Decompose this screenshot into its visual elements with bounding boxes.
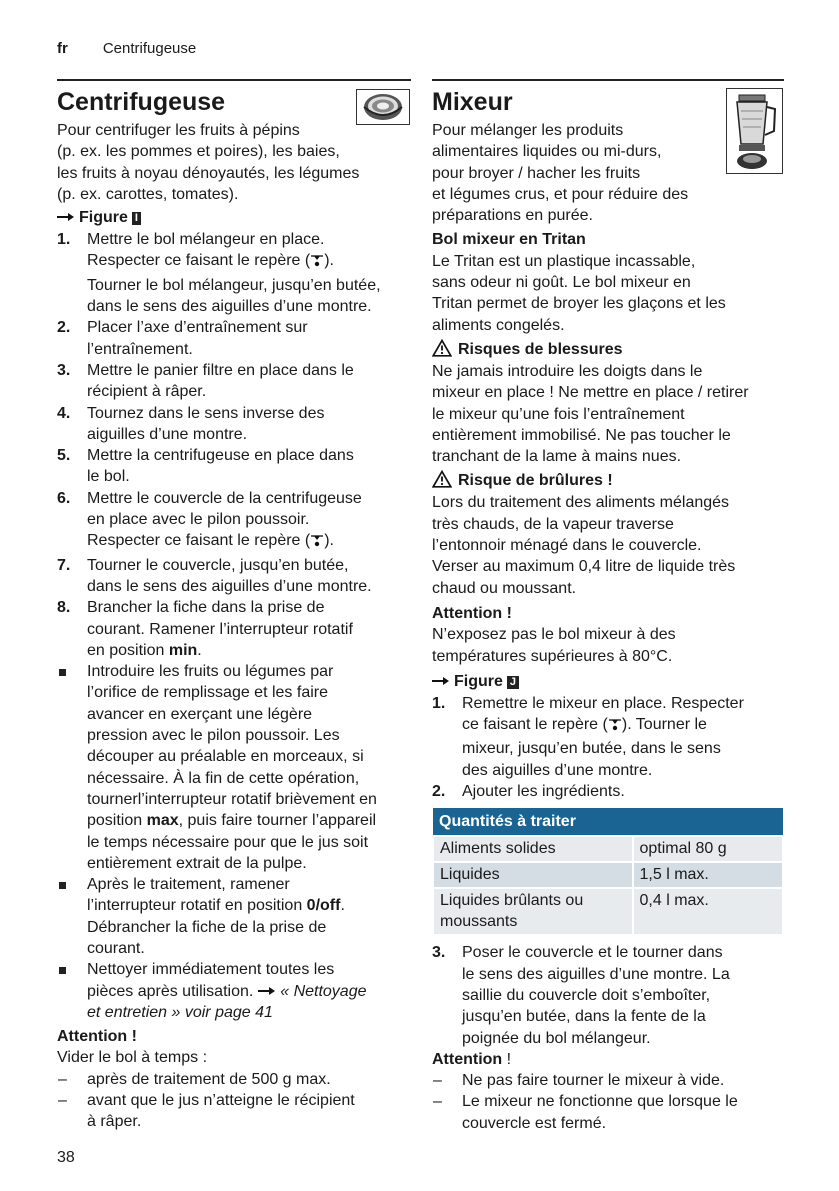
dash-icon: –	[58, 1092, 67, 1110]
centrifuge-bullets	[57, 661, 411, 1023]
bullet-text: courant.	[87, 939, 145, 957]
list-item	[432, 1091, 784, 1134]
intro-line: (p. ex. les pommes et poires), les baies,	[57, 143, 340, 161]
step-text: en position	[87, 641, 169, 659]
bullet-text: Nettoyer immédiatement toutes les	[87, 961, 335, 979]
step-text: Brancher la fiche dans la prise de	[87, 599, 325, 617]
bullet-text: Après le traitement, ramener	[87, 876, 290, 894]
centrifuge-section	[57, 79, 411, 1133]
step-number: 2.	[57, 319, 71, 337]
attention-heading: Attention !	[432, 604, 512, 622]
intro-line: pour broyer / hacher les fruits	[432, 164, 641, 182]
centrifuge-disc-icon	[356, 89, 410, 125]
step-text: dans le sens des aiguilles d’une montre.	[87, 577, 372, 595]
list-item	[57, 445, 411, 488]
centrifuge-title: Centrifugeuse	[57, 88, 226, 116]
warning-line: entièrement immobilisé. Ne pas toucher le	[432, 426, 731, 444]
quantities-table	[432, 808, 784, 936]
bullet-text: découper au préalable en morceaux, si	[87, 748, 364, 766]
list-item	[57, 555, 411, 598]
step-number: 1.	[57, 231, 71, 249]
warning-line: Ne jamais introduire les doigts dans le	[432, 362, 703, 380]
step-text: ). Tourner le	[621, 716, 707, 734]
figure-reference	[432, 671, 784, 693]
step-text: l’entraînement.	[87, 340, 193, 358]
step-text: Tournez dans le sens inverse des	[87, 404, 325, 422]
dash-text: Le mixeur ne fonctionne que lorsque le	[462, 1093, 738, 1111]
list-item	[57, 403, 411, 446]
bullet-text: nécessaire. À la fin de cette opération,	[87, 769, 360, 787]
step-text: .	[197, 641, 202, 659]
bullet-square-icon	[59, 967, 66, 974]
step-text: Mettre la centrifugeuse en place dans	[87, 447, 354, 465]
warning-triangle-icon	[432, 339, 452, 357]
tritan-line: Le Tritan est un plastique incassable,	[432, 252, 696, 270]
table-row	[433, 862, 783, 888]
attention-list	[57, 1069, 411, 1133]
table-header: Quantités à traiter	[433, 808, 783, 836]
centrifuge-steps	[57, 229, 411, 661]
page-number: 38	[57, 1149, 75, 1166]
bullet-text: le temps nécessaire pour que le jus soit	[87, 833, 369, 851]
mixer-steps-continued	[432, 942, 784, 1048]
alignment-mark-icon	[608, 716, 622, 738]
intro-line: et légumes crus, et pour réduire des	[432, 185, 689, 203]
warning-title: Risques de blessures	[458, 340, 623, 358]
intro-line: alimentaires liquides ou mi-durs,	[432, 143, 662, 161]
bullet-text: position	[87, 812, 147, 830]
cross-reference-link[interactable]: « Nettoyage	[280, 982, 367, 1000]
step-text: ).	[324, 252, 334, 270]
warning-line: tranchant de la lame à mains nues.	[432, 448, 682, 466]
step-text: Poser le couvercle et le tourner dans	[462, 944, 723, 962]
warning-title: Risque de brûlures !	[458, 472, 613, 490]
tritan-line: aliments congelés.	[432, 316, 565, 334]
step-text: Placer l’axe d’entraînement sur	[87, 319, 308, 337]
tritan-line: Tritan permet de broyer les glaçons et les	[432, 295, 726, 313]
mixer-section	[432, 79, 784, 1134]
step-number: 3.	[432, 944, 446, 962]
list-item	[432, 693, 784, 781]
step-text-bold: min	[168, 641, 198, 659]
warning-line: le mixeur qu’une fois l’entraînement	[432, 405, 685, 423]
table-cell: Liquides	[433, 862, 633, 888]
list-item	[57, 360, 411, 403]
step-number: 2.	[432, 783, 446, 801]
list-item	[57, 317, 411, 360]
step-text: Tourner le couvercle, jusqu’en butée,	[87, 556, 349, 574]
list-item	[432, 942, 784, 1048]
step-number: 8.	[57, 599, 71, 617]
bullet-text: Introduire les fruits ou légumes par	[87, 663, 334, 681]
table-cell: Liquides brûlants ou moussants	[433, 888, 633, 935]
warning-line: mixeur en place ! Ne mettre en place / retirer	[432, 384, 749, 402]
table-header-row	[433, 808, 783, 836]
step-number: 6.	[57, 489, 71, 507]
bullet-text: l’interrupteur rotatif en position	[87, 897, 307, 915]
attention-title: Attention	[432, 1050, 503, 1068]
intro-line: Pour centrifuger les fruits à pépins	[57, 122, 300, 139]
step-text: Mettre le panier filtre en place dans le	[87, 361, 354, 379]
bullet-text: pression avec le pilon poussoir. Les	[87, 727, 340, 745]
tritan-line: sans odeur ni goût. Le bol mixeur en	[432, 274, 691, 292]
dash-text: couvercle est fermé.	[462, 1114, 607, 1132]
dash-text: avant que le jus n’atteigne le récipient	[87, 1092, 355, 1110]
table-cell: optimal 80 g	[633, 836, 784, 862]
step-text: mixeur, jusqu’en butée, dans le sens	[462, 740, 721, 758]
step-text: Ajouter les ingrédients.	[462, 783, 625, 801]
step-text: Respecter ce faisant le repère (	[87, 532, 311, 550]
header-section: Centrifugeuse	[102, 40, 197, 57]
dash-text: après de traitement de 500 g max.	[87, 1070, 331, 1088]
step-text: Tourner le bol mélangeur, jusqu’en butée,	[87, 276, 381, 294]
step-text: récipient à râper.	[87, 383, 207, 401]
arrow-right-icon	[432, 671, 454, 693]
tritan-heading: Bol mixeur en Tritan	[432, 231, 586, 249]
bullet-text: .	[340, 897, 345, 915]
step-text: Mettre le couvercle de la centrifugeuse	[87, 489, 362, 507]
step-text: ).	[324, 532, 334, 550]
step-text: ce faisant le repère (	[462, 716, 608, 734]
bullet-text: pièces après utilisation.	[87, 982, 258, 1000]
attention-heading: Attention !	[57, 1028, 137, 1046]
page-header	[57, 40, 196, 57]
attention-list	[432, 1070, 784, 1134]
warning-line: l’entonnoir ménagé dans le couvercle.	[432, 537, 702, 555]
warning-line: chaud ou moussant.	[432, 579, 577, 597]
list-item	[57, 874, 411, 959]
table-cell: 0,4 l max.	[633, 888, 784, 935]
list-item	[57, 488, 411, 555]
warning-line: Verser au maximum 0,4 litre de liquide très	[432, 558, 736, 576]
burn-warning-heading	[432, 470, 784, 492]
mixer-steps	[432, 693, 784, 802]
arrow-right-icon	[258, 983, 276, 1000]
intro-line: (p. ex. carottes, tomates).	[57, 185, 239, 203]
bullet-square-icon	[59, 882, 66, 889]
language-code: fr	[57, 40, 68, 57]
step-text: le sens des aiguilles d’une montre. La	[462, 965, 730, 983]
alignment-mark-icon	[310, 532, 324, 554]
step-text: en place avec le pilon poussoir.	[87, 511, 310, 529]
list-item	[57, 1069, 411, 1090]
dash-icon: –	[433, 1072, 442, 1090]
cross-reference-link[interactable]: et entretien » voir page 41	[87, 1003, 273, 1021]
step-number: 3.	[57, 361, 71, 379]
attention-suffix: !	[502, 1050, 512, 1068]
intro-line: les fruits à noyau dénoyautés, les légumes	[57, 164, 360, 182]
dash-icon: –	[58, 1070, 67, 1088]
step-number: 5.	[57, 447, 71, 465]
bullet-text: tournerl’interrupteur rotatif brièvement en	[87, 790, 377, 808]
attention-intro: Vider le bol à temps :	[57, 1049, 208, 1067]
figure-label: Figure	[454, 672, 503, 690]
warning-line: Lors du traitement des aliments mélangés	[432, 494, 730, 512]
list-item	[57, 661, 411, 874]
step-text: jusqu’en butée, dans la fente de la	[462, 1008, 706, 1026]
step-text: saillie du couvercle doit s’emboîter,	[462, 986, 711, 1004]
bullet-text-bold: max	[146, 812, 179, 830]
alignment-mark-icon	[310, 252, 324, 274]
step-text: poignée du bol mélangeur.	[462, 1029, 651, 1047]
bullet-text: entièrement extrait de la pulpe.	[87, 854, 307, 872]
dash-icon: –	[433, 1093, 442, 1111]
mixer-title: Mixeur	[432, 88, 513, 116]
step-text: courant. Ramener l’interrupteur rotatif	[87, 620, 353, 638]
step-text: Respecter ce faisant le repère (	[87, 252, 311, 270]
attention-line: N’exposez pas le bol mixeur à des	[432, 626, 676, 644]
table-cell: 1,5 l max.	[633, 862, 784, 888]
injury-warning-heading	[432, 339, 784, 361]
step-number: 4.	[57, 404, 71, 422]
list-item	[432, 781, 784, 802]
bullet-text: avancer en exerçant une légère	[87, 705, 313, 723]
section-rule	[432, 79, 784, 81]
bullet-text: , puis faire tourner l’appareil	[178, 812, 377, 830]
step-number: 7.	[57, 556, 71, 574]
step-text: dans le sens des aiguilles d’une montre.	[87, 298, 372, 316]
figure-id: I	[132, 212, 141, 225]
table-cell: Aliments solides	[433, 836, 633, 862]
intro-line: préparations en purée.	[432, 207, 593, 225]
blender-jar-icon	[726, 88, 783, 174]
intro-line: Pour mélanger les produits	[432, 122, 624, 139]
list-item	[57, 229, 411, 317]
step-text: aiguilles d’une montre.	[87, 425, 248, 443]
bullet-square-icon	[59, 669, 66, 676]
step-text: Remettre le mixeur en place. Respecter	[462, 694, 744, 712]
step-text: des aiguilles d’une montre.	[462, 761, 653, 779]
arrow-right-icon	[57, 207, 79, 229]
bullet-text: l’orifice de remplissage et les faire	[87, 684, 328, 702]
figure-id: J	[507, 676, 519, 689]
table-row	[433, 888, 783, 935]
figure-label: Figure	[79, 209, 128, 227]
list-item	[432, 1070, 784, 1091]
bullet-text: Débrancher la fiche de la prise de	[87, 918, 327, 936]
step-text: le bol.	[87, 468, 130, 486]
list-item	[57, 959, 411, 1023]
list-item	[57, 1090, 411, 1133]
step-number: 1.	[432, 694, 446, 712]
warning-line: très chauds, de la vapeur traverse	[432, 515, 674, 533]
step-text: Mettre le bol mélangeur en place.	[87, 231, 325, 249]
table-row	[433, 836, 783, 862]
dash-text: Ne pas faire tourner le mixeur à vide.	[462, 1072, 725, 1090]
list-item	[57, 597, 411, 661]
attention-line: températures supérieures à 80°C.	[432, 647, 673, 665]
warning-triangle-icon	[432, 470, 452, 488]
figure-reference	[57, 207, 411, 229]
attention-heading	[432, 1049, 784, 1070]
dash-text: à râper.	[87, 1113, 142, 1131]
bullet-text-bold: 0/off	[306, 897, 341, 915]
section-rule	[57, 79, 411, 81]
